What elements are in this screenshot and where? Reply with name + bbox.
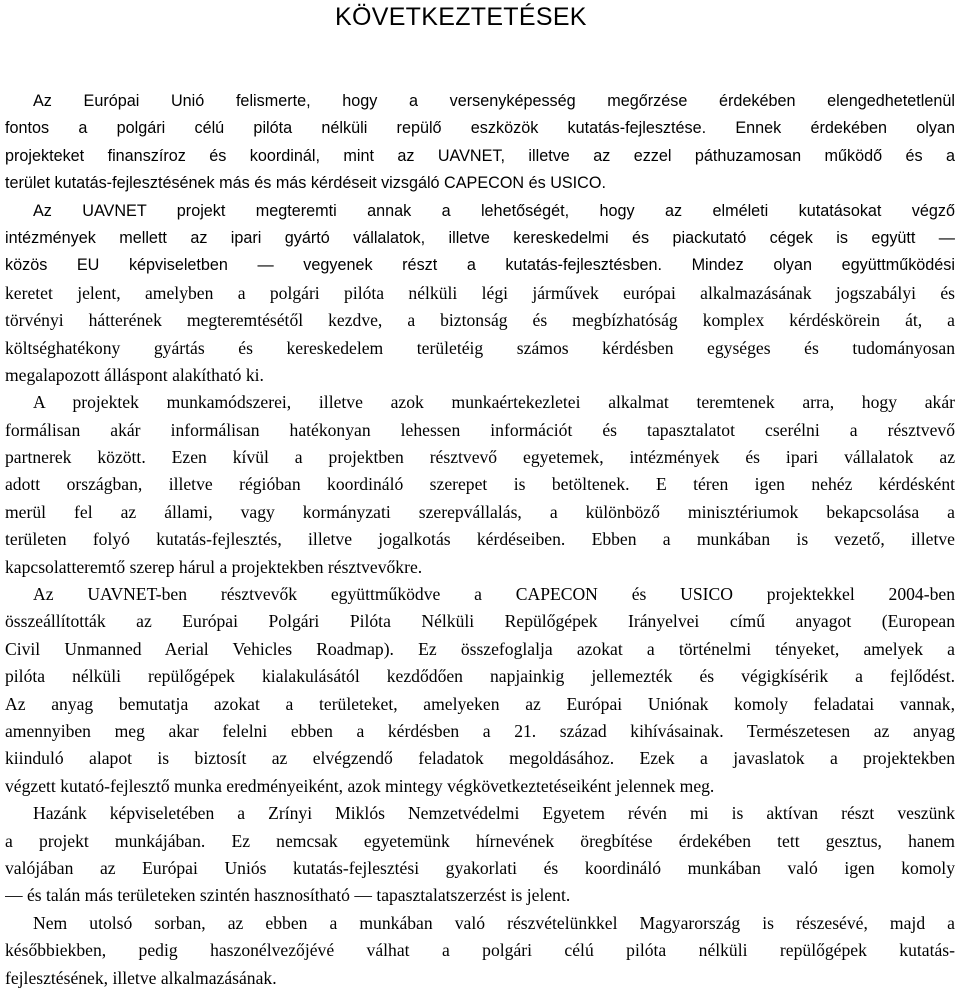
text-line: projekteket finanszíroz és koordinál, mint az UAVNET, illetve az ezzel páthuzamosan működő és a xyxy=(5,146,955,165)
text-line: Nem utolsó sorban, az ebben a munkában való részvételünkkel Magyarország is részesévé, majd a xyxy=(33,912,955,933)
paragraph-4 xyxy=(5,581,955,800)
text-line: területen folyó kutatás-fejlesztés, illetve jogalkotás kérdéseiben. Ebben a munkában is vezető, illetve xyxy=(5,529,955,550)
text-line: fejlesztésének, illetve alkalmazásának. xyxy=(5,967,277,988)
text-line: megalapozott álláspont alakítható ki. xyxy=(5,364,264,385)
paragraph-1 xyxy=(5,88,955,198)
text-line: költséghatékony gyártás és kereskedelem területéig számos kérdésben egységes és tudományosan xyxy=(5,337,955,358)
text-line: partnerek között. Ezen kívül a projektben résztvevő egyetemek, intézmények és ipari vállalatok az xyxy=(5,447,955,468)
text-line: fontos a polgári célú pilóta nélküli repülő eszközök kutatás-fejlesztése. Ennek érdekében olyan xyxy=(5,119,955,138)
paragraph-2 xyxy=(5,198,955,390)
text-line: Civil Unmanned Aerial Vehicles Roadmap). Ez összefoglalja azokat a történelmi tényeket, amelyek a xyxy=(5,638,955,659)
text-line: Az Európai Unió felismerte, hogy a versenyképesség megőrzése érdekében elengedhetetlenül xyxy=(33,92,955,110)
text-line: keretet jelent, amelyben a polgári pilóta nélküli légi járművek európai alkalmazásának jogszabályi és xyxy=(5,282,955,303)
page-title: KÖVETKEZTETÉSEK xyxy=(335,3,587,31)
text-line: — és talán más területeken szintén hasznosítható — tapasztalatszerzést is jelent. xyxy=(5,885,571,906)
paragraph-3 xyxy=(5,389,955,581)
text-line: Az UAVNET-ben résztvevők együttműködve a CAPECON és USICO projektekkel 2004-ben xyxy=(33,584,955,605)
text-line: kapcsolatteremtő szerep hárul a projektekben résztvevőkre. xyxy=(5,556,423,577)
paragraph-6 xyxy=(5,910,955,992)
paragraph-5 xyxy=(5,800,955,910)
text-line: A projektek munkamódszerei, illetve azok munkaértekezletei alkalmat teremtenek arra, hogy akár xyxy=(33,392,955,413)
document-body xyxy=(5,88,955,992)
text-line: törvényi hátterének megteremtésétől kezdve, a biztonság és megbízhatóság komplex kérdéskörein át, a xyxy=(5,310,955,331)
text-line: összeállították az Európai Polgári Pilóta Nélküli Repülőgépek Irányelvei című anyagot (European xyxy=(5,611,955,632)
text-line: a projekt munkájában. Ez nemcsak egyetemünk hírnevének öregbítése érdekében tett gesztus, hanem xyxy=(5,830,955,851)
text-line: végzett kutató-fejlesztő munka eredményeiként, azok mintegy végkövetkeztetéseiként jelennek meg. xyxy=(5,775,715,796)
text-line: intézmények mellett az ipari gyártó vállalatok, illetve kereskedelmi és piackutató cégek is együtt — xyxy=(5,228,955,247)
text-line: Az anyag bemutatja azokat a területeket, amelyeken az Európai Uniónak komoly feladatai vannak, xyxy=(5,693,955,714)
text-line: valójában az Európai Uniós kutatás-fejlesztési gyakorlati és koordináló munkában való igen komoly xyxy=(5,857,955,878)
text-line: kiinduló alapot is biztosít az elvégzendő feladatok megoldásához. Ezek a javaslatok a projektekben xyxy=(5,748,955,769)
text-line: terület kutatás-fejlesztésének más és más kérdéseit vizsgáló CAPECON és USICO. xyxy=(5,174,606,193)
text-line: közös EU képviseletben — vegyenek részt a kutatás-fejlesztésben. Mindez olyan együttműködési xyxy=(5,256,955,275)
text-line: adott országban, illetve régióban koordináló szerepet is betöltenek. E téren igen nehéz kérdésként xyxy=(5,474,955,495)
text-line: Az UAVNET projekt megteremti annak a lehetőségét, hogy az elméleti kutatásokat végző xyxy=(33,201,955,220)
text-line: Hazánk képviseletében a Zrínyi Miklós Nemzetvédelmi Egyetem révén mi is aktívan részt veszünk xyxy=(33,803,955,824)
text-line: merül fel az állami, vagy kormányzati szerepvállalás, a különböző minisztériumok bekapcsolása a xyxy=(5,501,955,522)
text-line: amennyiben meg akar felelni ebben a kérdésben a 21. század kihívásainak. Természetesen az anyag xyxy=(5,720,955,741)
text-line: formálisan akár informálisan hatékonyan lehessen információt és tapasztalatot cserélni a résztvevő xyxy=(5,419,955,440)
text-line: későbbiekben, pedig haszonélvezőjévé válhat a polgári célú pilóta nélküli repülőgépek kutatás- xyxy=(5,940,955,961)
text-line: pilóta nélküli repülőgépek kialakulásától kezdődően napjainkig jellemezték és végigkísérik a fejlődést. xyxy=(5,666,955,687)
